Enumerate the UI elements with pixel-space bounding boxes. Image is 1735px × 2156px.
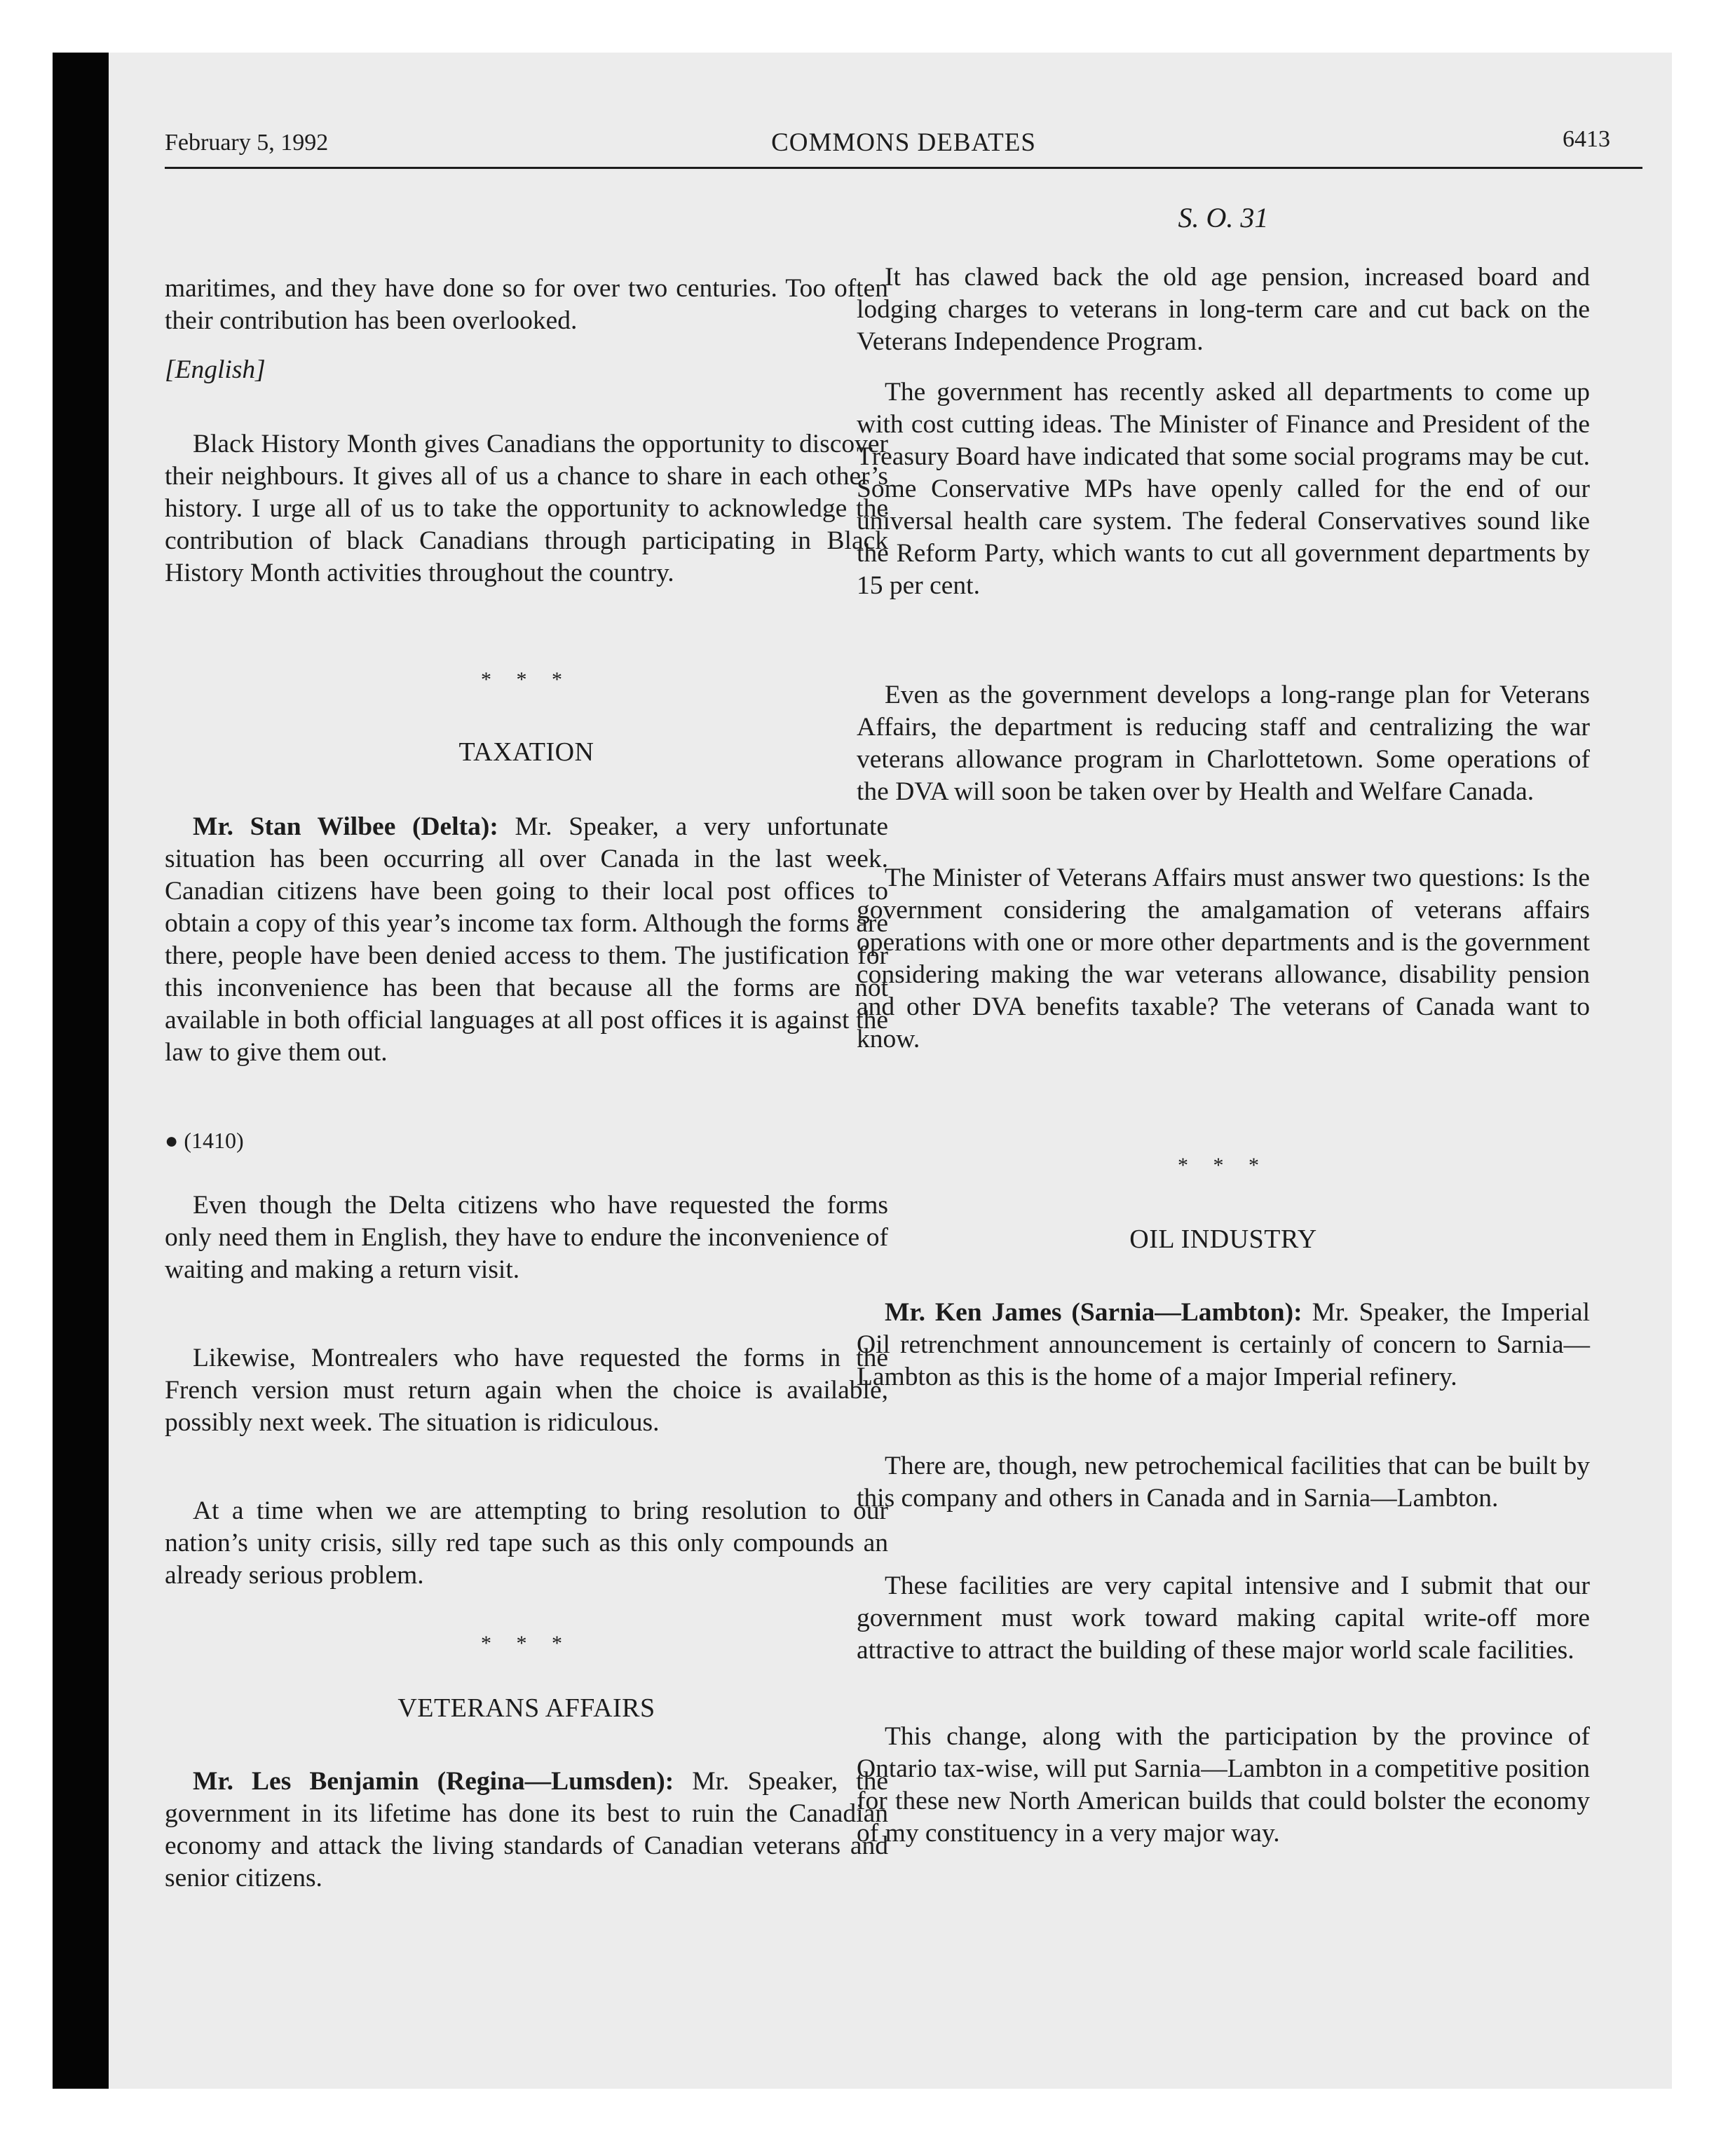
speech-text: Mr. Speaker, the government in its lifetime has done its best to ruin the Canadian economy and attack the living standards of Canadian veterans and senior citizens. (165, 1767, 888, 1892)
section-separator: * * * (481, 668, 572, 691)
paragraph: Black History Month gives Canadians the opportunity to discover their neighbours. It gives all of us a chance to share in each other’s history. I urge all of us to take the opportunity to acknowledge the contribution of black Canadians through participating in Black History Month activities throughout the country. (165, 430, 888, 587)
speaker-name: Mr. Stan Wilbee (Delta): (193, 812, 498, 841)
time-marker: ● (1410) (165, 1128, 244, 1153)
section-separator: * * * (481, 1632, 572, 1655)
paragraph: It has clawed back the old age pension, increased board and lodging charges to veterans in long-term care and cut back on the Veterans Independence Program. (857, 263, 1590, 356)
speaker-name: Mr. Ken James (Sarnia—Lambton): (885, 1298, 1302, 1327)
header-date: February 5, 1992 (165, 130, 329, 156)
paragraph: These facilities are very capital intensive and I submit that our government must work toward making capital write-off more attractive to attract the building of these major world scale facilities. (857, 1571, 1590, 1665)
paragraph: Even though the Delta citizens who have requested the forms only need them in English, they have to endure the inconvenience of waiting and making a return visit. (165, 1191, 888, 1284)
standing-order-label: S. O. 31 (1178, 202, 1269, 233)
paragraph: At a time when we are attempting to bring resolution to our nation’s unity crisis, silly red tape such as this only compounds an already serious problem. (165, 1496, 888, 1590)
section-heading-veterans-affairs: VETERANS AFFAIRS (397, 1693, 655, 1723)
paragraph: Likewise, Montrealers who have requested the forms in the French version must return again when the choice is available, possibly next week. The situation is ridiculous. (165, 1344, 888, 1437)
paragraph: maritimes, and they have done so for over two centuries. Too often their contribution has been overlooked. (165, 274, 888, 335)
paragraph (857, 1297, 1590, 1393)
paragraph: The Minister of Veterans Affairs must answer two questions: Is the government considering the amalgamation of veterans affairs operations with one or more other departments and is the government considering making the war veterans allowance, disability pension and other DVA benefits taxable? The veterans of Canada want to know. (857, 864, 1590, 1053)
section-separator: * * * (1178, 1154, 1269, 1177)
paragraph (165, 1766, 888, 1895)
header-rule (165, 167, 1642, 169)
speech-text: Mr. Speaker, a very unfortunate situation has been occurring all over Canada in the last week. Canadian citizens have been going to their local post offices to obtain a copy of this year’s income tax form. Although the forms are there, people have been denied access to them. The justification for this inconvenience has been that because all the forms are not available in both official languages at all post offices it is against the law to give them out. (165, 812, 889, 1067)
scan-binding-shadow (53, 53, 109, 2089)
paragraph: The government has recently asked all departments to come up with cost cutting ideas. The Minister of Finance and President of the Treasury Board have indicated that some social programs may be cut. Some Conservative MPs have openly called for the end of our universal health care system. The federal Conservatives sound like the Reform Party, which wants to cut all government departments by 15 per cent. (857, 378, 1590, 600)
page-number: 6413 (1563, 126, 1610, 152)
paragraph: This change, along with the participation by the province of Ontario tax-wise, will put Sarnia—Lambton in a competitive position for these new North American builds that could bolster the economy of my constituency in a very major way. (857, 1722, 1590, 1848)
paragraph: Even as the government develops a long-range plan for Veterans Affairs, the department is reducing staff and centralizing the war veterans allowance program in Charlottetown. Some operations of the DVA will soon be taken over by Health and Welfare Canada. (857, 681, 1590, 806)
section-heading-taxation: TAXATION (458, 737, 594, 767)
language-marker: [English] (165, 355, 266, 384)
section-heading-oil-industry: OIL INDUSTRY (1129, 1224, 1317, 1254)
paragraph (165, 811, 888, 1069)
document-page (53, 53, 1672, 2089)
header-title: COMMONS DEBATES (771, 128, 1036, 157)
speech-text: Mr. Speaker, the Imperial Oil retrenchment announcement is certainly of concern to Sarnia—Lambton as this is the home of a major Imperial refinery. (857, 1298, 1590, 1391)
speaker-name: Mr. Les Benjamin (Regina—Lumsden): (193, 1767, 674, 1796)
paragraph: There are, though, new petrochemical facilities that can be built by this company and others in Canada and in Sarnia—Lambton. (857, 1452, 1590, 1513)
